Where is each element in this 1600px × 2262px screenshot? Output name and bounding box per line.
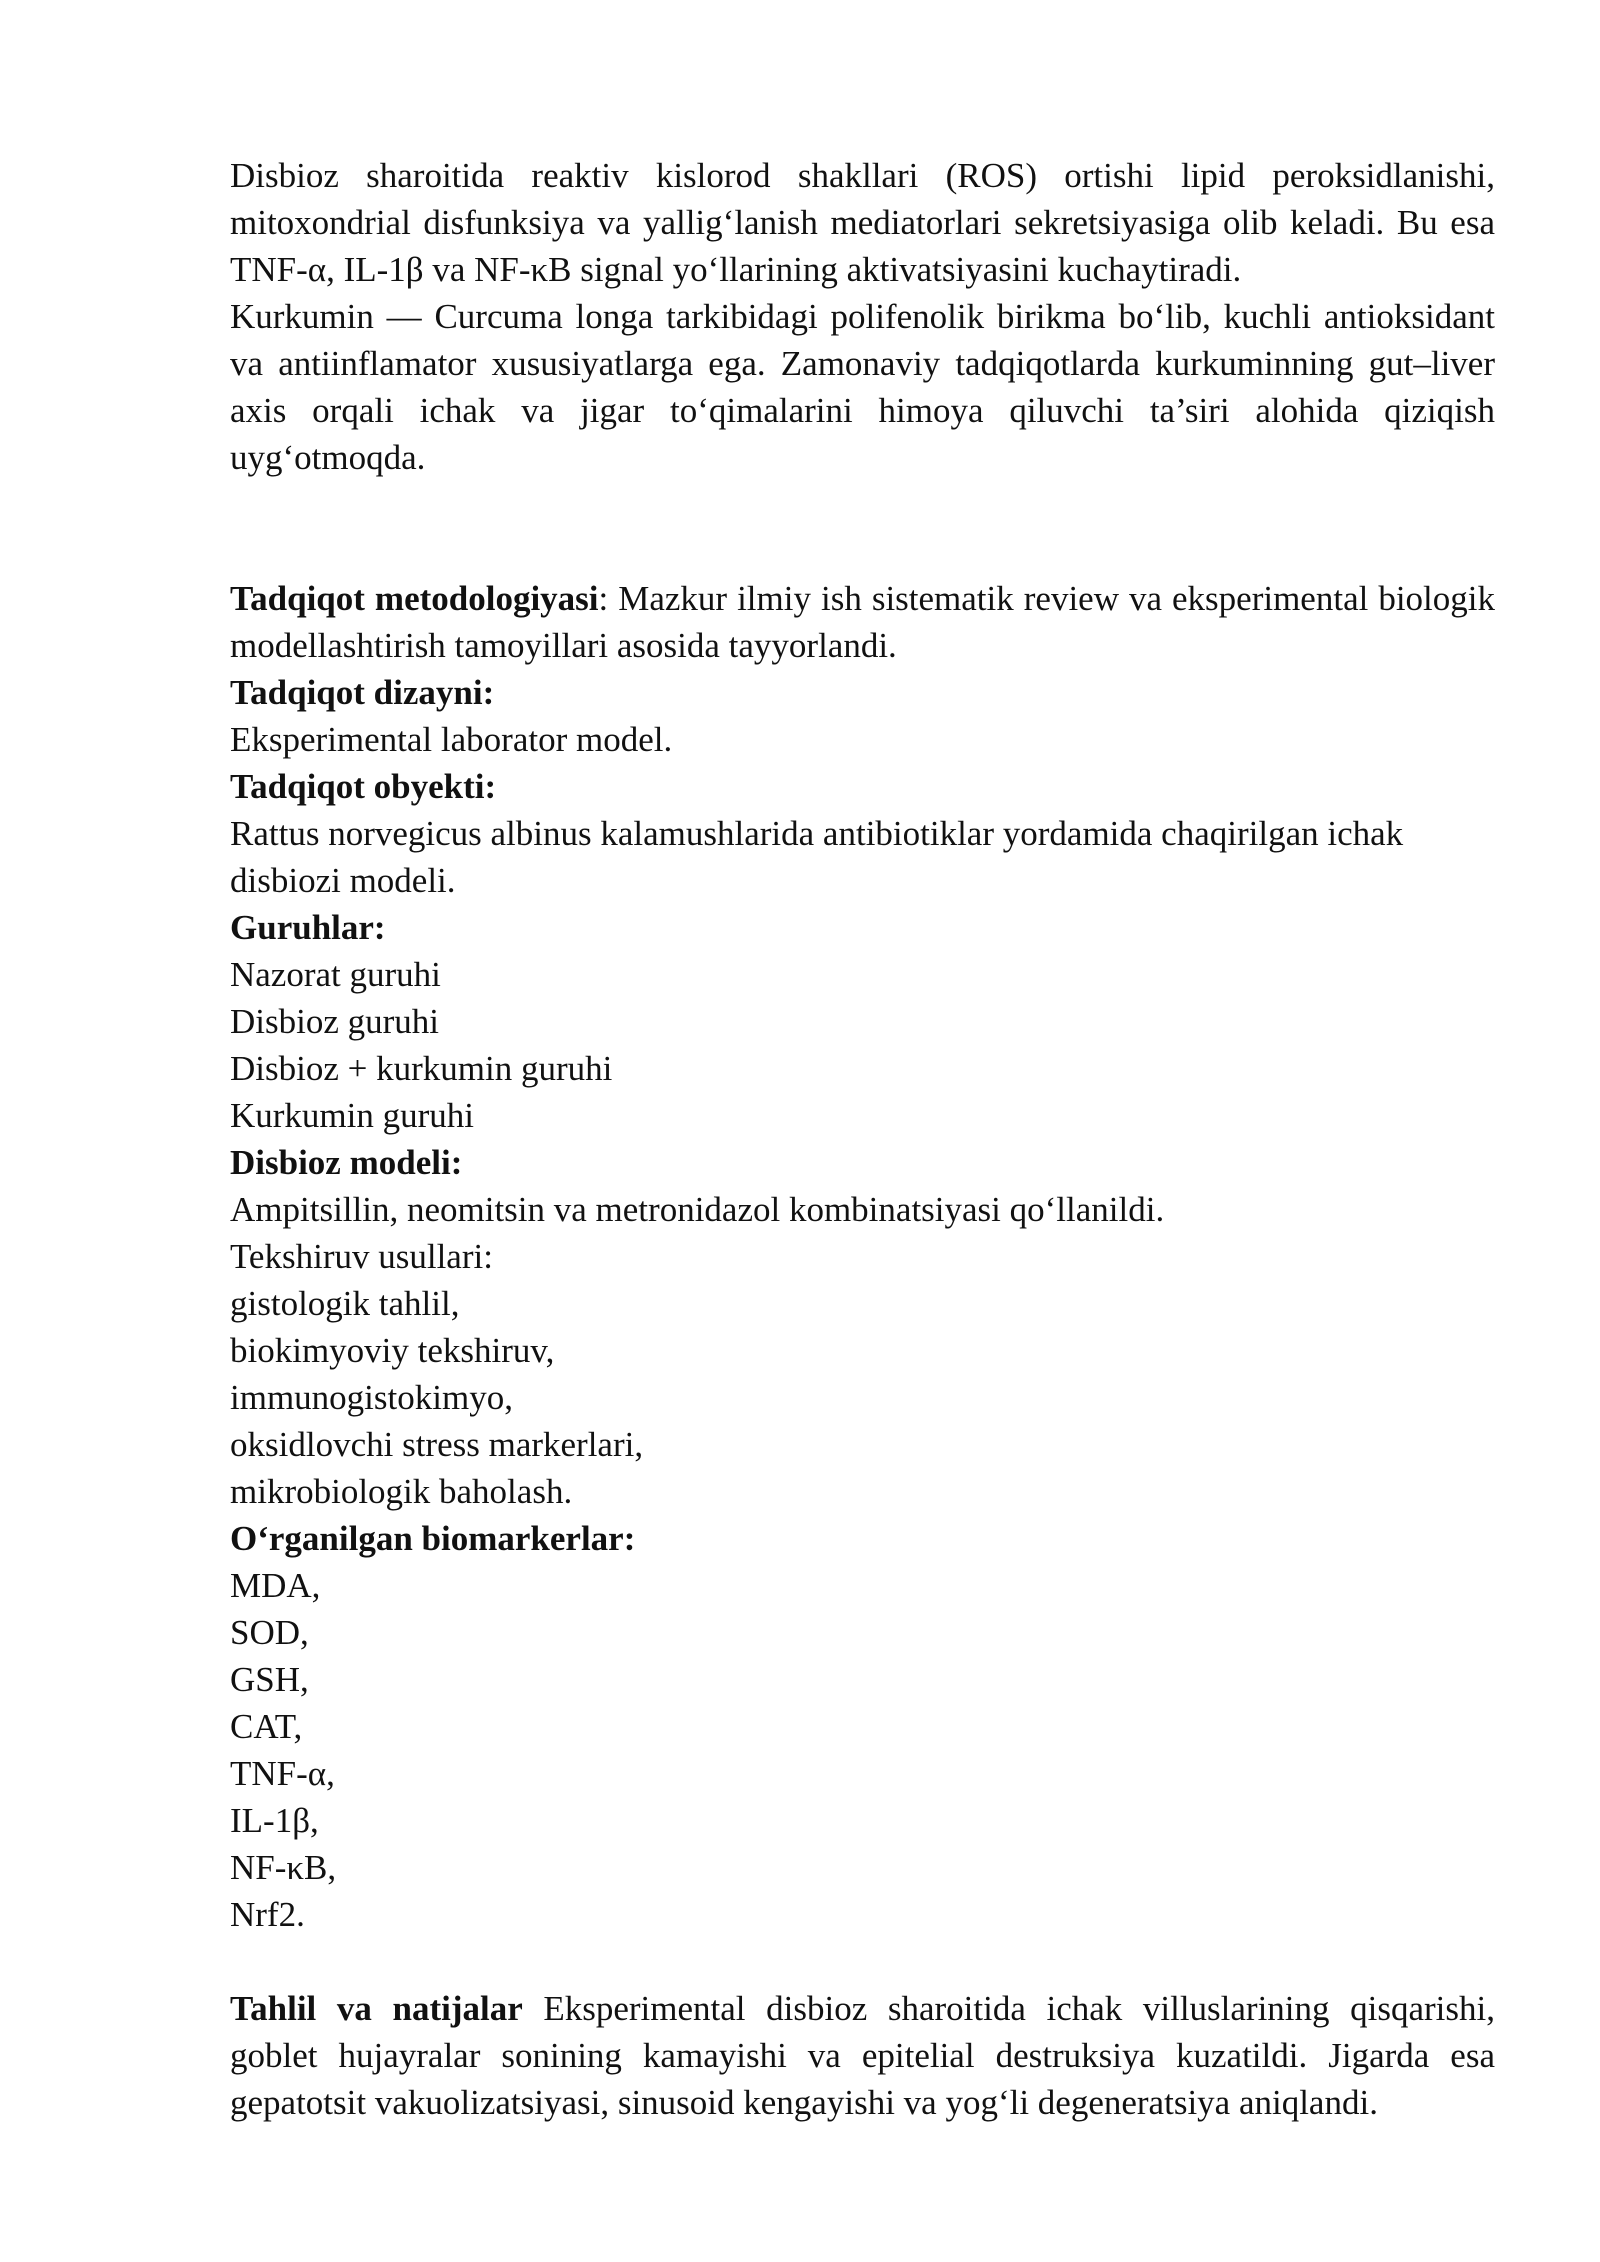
section-spacer (230, 481, 1495, 575)
methodology-paragraph (230, 575, 1495, 669)
list-item: mikrobiologik baholash. (230, 1472, 573, 1511)
object-text: Rattus norvegicus albinus kalamushlarida antibiotiklar yordamida chaqirilgan ichak disbiozi modeli. (230, 814, 1404, 900)
list-item: SOD, (230, 1613, 309, 1652)
intro-paragraph-kurkumin: Kurkumin — Curcuma longa tarkibidagi polifenolik birikma bo‘lib, kuchli antioksidant va antiinflamator xususiyatlarga ega. Zamonaviy tadqiqotlarda kurkuminning gut–liver axis orqali ichak va jigar to‘qimalarini himoya qiluvchi ta’siri alohida qiziqish uyg‘otmoqda. (230, 297, 1495, 477)
intro-paragraph-ros: Disbioz sharoitida reaktiv kislorod shakllari (ROS) ortishi lipid peroksidlanishi, mitoxondrial disfunksiya va yallig‘lanish mediatorlari sekretsiyasiga olib keladi. Bu esa TNF-α, IL-1β va NF-κB signal yo‘llarining aktivatsiyasini kuchaytiradi. (230, 156, 1495, 289)
document-page (230, 152, 1495, 2126)
section-spacer (230, 1938, 1495, 1985)
methodology-text: : Mazkur ilmiy ish sistematik review va eksperimental biologik modellashtirish tamoyillari asosida tayyorlandi. (230, 579, 1495, 665)
list-item: TNF-α, (230, 1754, 335, 1793)
list-item: IL-1β, (230, 1801, 319, 1840)
groups-heading: Guruhlar: (230, 908, 386, 947)
model-heading: Disbioz modeli: (230, 1143, 463, 1182)
list-item: Nazorat guruhi (230, 955, 441, 994)
list-item: gistologik tahlil, (230, 1284, 460, 1323)
list-item: CAT, (230, 1707, 303, 1746)
model-text: Ampitsillin, neomitsin va metronidazol kombinatsiyasi qo‘llanildi. (230, 1190, 1165, 1229)
results-text: Eksperimental disbioz sharoitida ichak villuslarining qisqarishi, goblet hujayralar sonining kamayishi va epitelial destruksiya kuzatildi. Jigarda esa gepatotsit vakuolizatsiyasi, sinusoid kengayishi va yog‘li degeneratsiya aniqlandi. (230, 1989, 1495, 2122)
methodology-heading: Tadqiqot metodologiyasi (230, 579, 599, 618)
list-item: immunogistokimyo, (230, 1378, 513, 1417)
biomarkers-heading: O‘rganilgan biomarkerlar: (230, 1519, 636, 1558)
list-item: Nrf2. (230, 1895, 305, 1934)
list-item: Disbioz guruhi (230, 1002, 440, 1041)
list-item: MDA, (230, 1566, 321, 1605)
methods-heading: Tekshiruv usullari: (230, 1237, 493, 1276)
list-item: Kurkumin guruhi (230, 1096, 475, 1135)
list-item: GSH, (230, 1660, 309, 1699)
results-heading: Tahlil va natijalar (230, 1989, 523, 2028)
list-item: oksidlovchi stress markerlari, (230, 1425, 644, 1464)
design-text: Eksperimental laborator model. (230, 720, 673, 759)
list-item: NF-κB, (230, 1848, 337, 1887)
design-heading: Tadqiqot dizayni: (230, 673, 495, 712)
list-item: Disbioz + kurkumin guruhi (230, 1049, 613, 1088)
results-paragraph (230, 1985, 1495, 2126)
object-heading: Tadqiqot obyekti: (230, 767, 497, 806)
list-item: biokimyoviy tekshiruv, (230, 1331, 555, 1370)
